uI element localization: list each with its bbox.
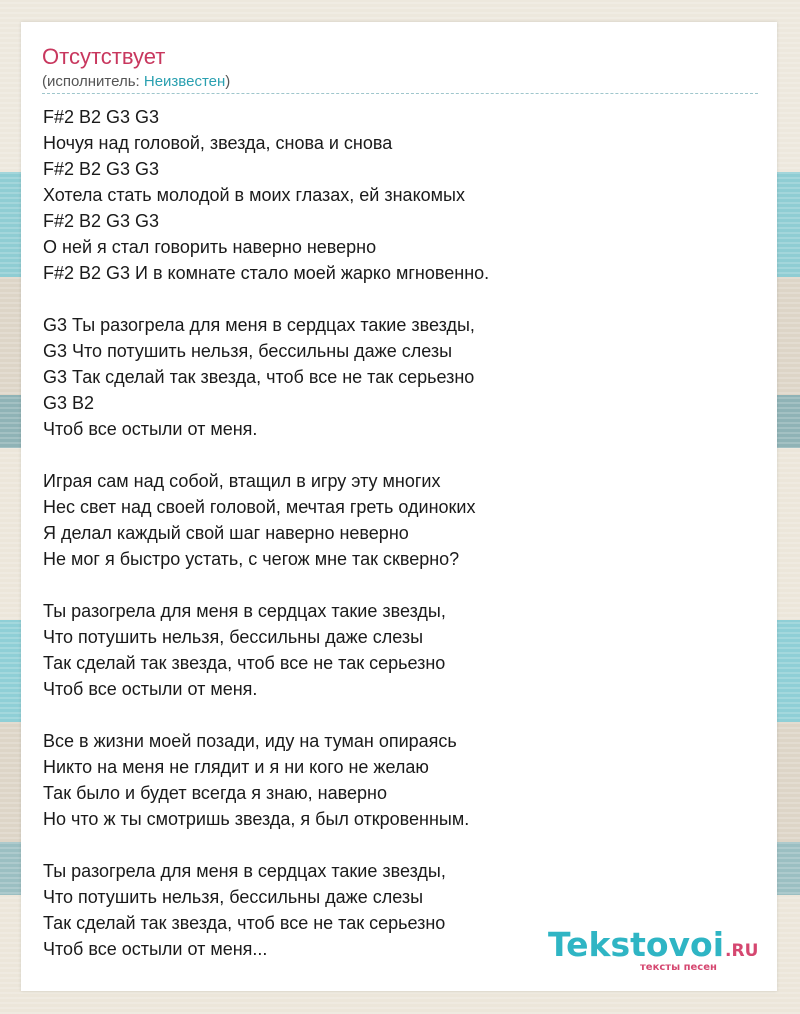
lyrics-line: Ночуя над головой, звезда, снова и снова	[43, 133, 393, 153]
logo-tld: .RU	[725, 941, 759, 961]
lyrics-card	[21, 22, 777, 991]
lyrics-line: Я делал каждый свой шаг наверно неверно	[43, 523, 409, 543]
lyrics-text	[43, 104, 763, 962]
stanza-break	[43, 286, 763, 312]
lyrics-line: F#2 B2 G3 G3	[43, 159, 160, 179]
song-title: Отсутствует	[42, 44, 166, 69]
performer-link[interactable]: Неизвестен	[143, 73, 226, 90]
logo-name: Tekstovoi	[548, 925, 725, 964]
lyrics-line: Чтоб все остыли от меня.	[43, 679, 258, 699]
lyrics-line: Никто на меня не глядит и я ни кого не желаю	[43, 757, 429, 777]
lyrics-line: G3 Что потушить нельзя, бессильны даже слезы	[43, 341, 453, 361]
stanza-break	[43, 832, 763, 858]
performer-line	[42, 72, 230, 92]
lyrics-line: G3 B2	[43, 393, 95, 413]
lyrics-line: F#2 B2 G3 И в комнате стало моей жарко мгновенно.	[43, 263, 490, 283]
lyrics-line: Ты разогрела для меня в сердцах такие звезды,	[43, 601, 446, 621]
stanza-break	[43, 702, 763, 728]
lyrics-line: Чтоб все остыли от меня.	[43, 419, 258, 439]
lyrics-line: Ты разогрела для меня в сердцах такие звезды,	[43, 861, 446, 881]
performer-suffix: )	[225, 73, 231, 90]
lyrics-line: Что потушить нельзя, бессильны даже слезы	[43, 887, 424, 907]
lyrics-line: G3 Так сделай так звезда, чтоб все не так серьезно	[43, 367, 475, 387]
lyrics-line: Нес свет над своей головой, мечтая греть одиноких	[43, 497, 476, 517]
lyrics-line: Так было и будет всегда я знаю, наверно	[43, 783, 387, 803]
lyrics-line: Что потушить нельзя, бессильны даже слезы	[43, 627, 424, 647]
lyrics-line: Так сделай так звезда, чтоб все не так серьезно	[43, 653, 446, 673]
tekstovoi-logo[interactable]	[548, 925, 759, 973]
lyrics-line: Хотела стать молодой в моих глазах, ей знакомых	[43, 185, 465, 205]
lyrics-line: Но что ж ты смотришь звезда, я был откровенным.	[43, 809, 470, 829]
lyrics-line: F#2 B2 G3 G3	[43, 107, 160, 127]
logo-tagline: тексты песен	[640, 962, 717, 973]
lyrics-line: Играя сам над собой, втащил в игру эту многих	[43, 471, 441, 491]
lyrics-line: F#2 B2 G3 G3	[43, 211, 160, 231]
stanza-break	[43, 442, 763, 468]
performer-prefix: (исполнитель:	[42, 73, 144, 90]
lyrics-line: Все в жизни моей позади, иду на туман опираясь	[43, 731, 457, 751]
lyrics-line: Так сделай так звезда, чтоб все не так серьезно	[43, 913, 446, 933]
lyrics-line: Не мог я быстро устать, с чегож мне так скверно?	[43, 549, 460, 569]
title-divider	[42, 93, 758, 94]
lyrics-line: Чтоб все остыли от меня...	[43, 939, 268, 959]
lyrics-line: О ней я стал говорить наверно неверно	[43, 237, 377, 257]
stanza-break	[43, 572, 763, 598]
lyrics-line: G3 Ты разогрела для меня в сердцах такие звезды,	[43, 315, 475, 335]
